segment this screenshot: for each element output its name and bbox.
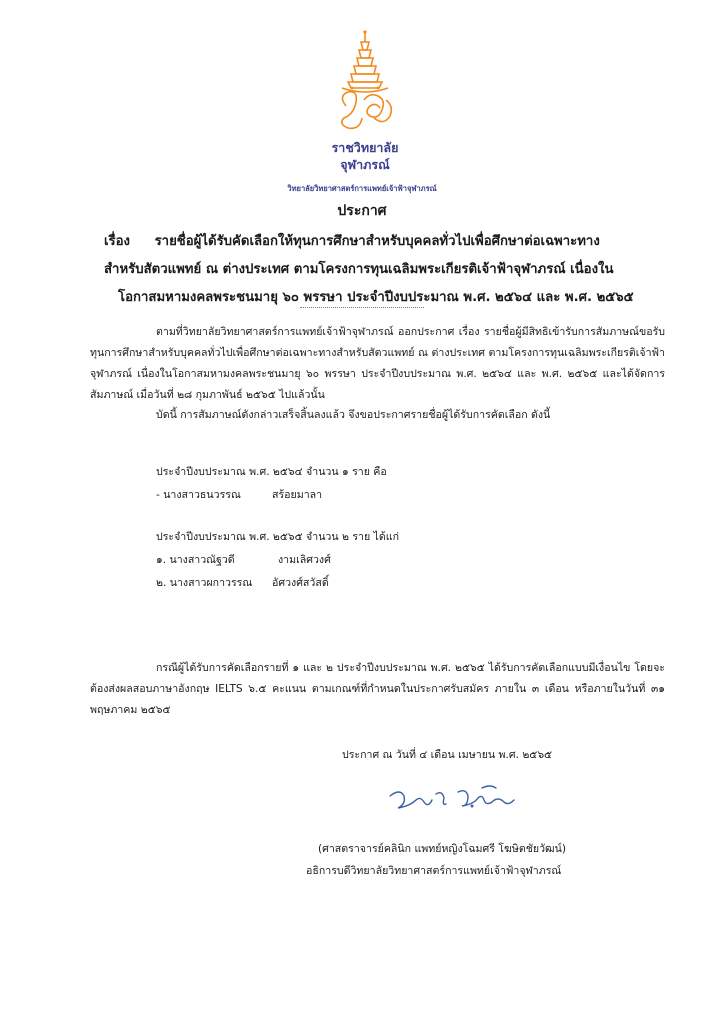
subject-line-2: สำหรับสัตวแพทย์ ณ ต่างประเทศ ตามโครงการทุนเฉลิมพระเกียรติเจ้าฟ้าจุฬาภรณ์ เนื่องใน [104,262,614,277]
recipient-prefix: - นางสาวธนวรรณ [156,489,241,501]
recipient-2565-2 [156,574,556,591]
college-logo [300,30,430,200]
subject-line-1 [104,230,600,251]
signer-name: (ศาสตราจารย์คลินิก แพทย์หญิงโฉมศรี โฆษิตชัยวัฒน์) [318,843,567,855]
intro-line-2: บัดนี้ การสัมภาษณ์ดังกล่าวเสร็จสิ้นลงแล้ว จึงขอประกาศรายชื่อผู้ได้รับการคัดเลือก ดังนี้ [156,409,551,421]
subject-text-1: รายชื่อผู้ได้รับคัดเลือกให้ทุนการศึกษาสำหรับบุคคลทั่วไปเพื่อศึกษาต่อเฉพาะทาง [154,234,600,249]
condition-paragraph [90,658,665,721]
recipient-2564-1 [156,486,556,503]
logo-name-line2: จุฬาภรณ์ [340,157,390,172]
dotted-divider [300,307,424,308]
crown-emblem-icon [330,30,400,138]
document-heading: ประกาศ [337,203,387,219]
year-2565-header: ประจำปีงบประมาณ พ.ศ. ๒๕๖๕ จำนวน ๒ ราย ได้แก่ [156,531,400,543]
recipient-2565-1 [156,551,556,568]
recipient-surname: สร้อยมาลา [272,489,323,501]
subject-label: เรื่อง [104,234,130,249]
intro-paragraph [90,322,665,406]
signature-icon [386,782,526,818]
recipient-prefix: ๑. นางสาวณัฐวดี [156,554,235,566]
recipient-surname: งามเลิศวงศ์ [278,554,331,566]
recipient-surname: อัศวงศ์สวัสดิ์ [272,577,329,589]
logo-name-line1: ราชวิทยาลัย [331,140,399,155]
subject-line-3: โอกาสมหามงคลพระชนมายุ ๖๐ พรรษา ประจำปีงบประมาณ พ.ศ. ๒๕๖๔ และ พ.ศ. ๒๕๖๕ [118,290,634,305]
intro-paragraph-text: ตามที่วิทยาลัยวิทยาศาสตร์การแพทย์เจ้าฟ้าจุฬาภรณ์ ออกประกาศ เรื่อง รายชื่อผู้มีสิทธิเข้ารับการสัมภาษณ์ขอรับทุนการศึกษาสำหรับบุคคลทั่วไปเพื่อศึกษาต่อเฉพาะทางสำหรับสัตวแพทย์ ณ ต่างประเทศ ตามโครงการทุนเฉลิมพระเกียรติเจ้าฟ้าจุฬาภรณ์ เนื่องในโอกาสมหามงคลพระชนมายุ ๖๐ พรรษา ประจำปีงบประมาณ พ.ศ. ๒๕๖๔ และ พ.ศ. ๒๕๖๕ และได้จัดการสัมภาษณ์ เมื่อวันที่ ๒๘ กุมภาพันธ์ ๒๕๖๕ ไปแล้วนั้น [90,326,665,401]
signer-position: อธิการบดีวิทยาลัยวิทยาศาสตร์การแพทย์เจ้าฟ้าจุฬาภรณ์ [306,865,562,877]
year-2564-header: ประจำปีงบประมาณ พ.ศ. ๒๕๖๔ จำนวน ๑ ราย คือ [156,466,387,478]
recipient-prefix: ๒. นางสาวผกาวรรณ [156,577,253,589]
condition-paragraph-text: กรณีผู้ได้รับการคัดเลือกรายที่ ๑ และ ๒ ประจำปีงบประมาณ พ.ศ. ๒๕๖๕ ได้รับการคัดเลือกแบบมีเงื่อนไข โดยจะต้องส่งผลสอบภาษาอังกฤษ IELTS ๖.๕ คะแนน ตามเกณฑ์ที่กำหนดในประกาศรับสมัคร ภายใน ๓ เดือน หรือภายในวันที่ ๓๑ พฤษภาคม ๒๕๖๕ [90,662,665,716]
announcement-date: ประกาศ ณ วันที่ ๔ เดือน เมษายน พ.ศ. ๒๕๖๕ [342,749,553,761]
logo-subtitle: วิทยาลัยวิทยาศาสตร์การแพทย์เจ้าฟ้าจุฬาภรณ์ [287,184,437,193]
